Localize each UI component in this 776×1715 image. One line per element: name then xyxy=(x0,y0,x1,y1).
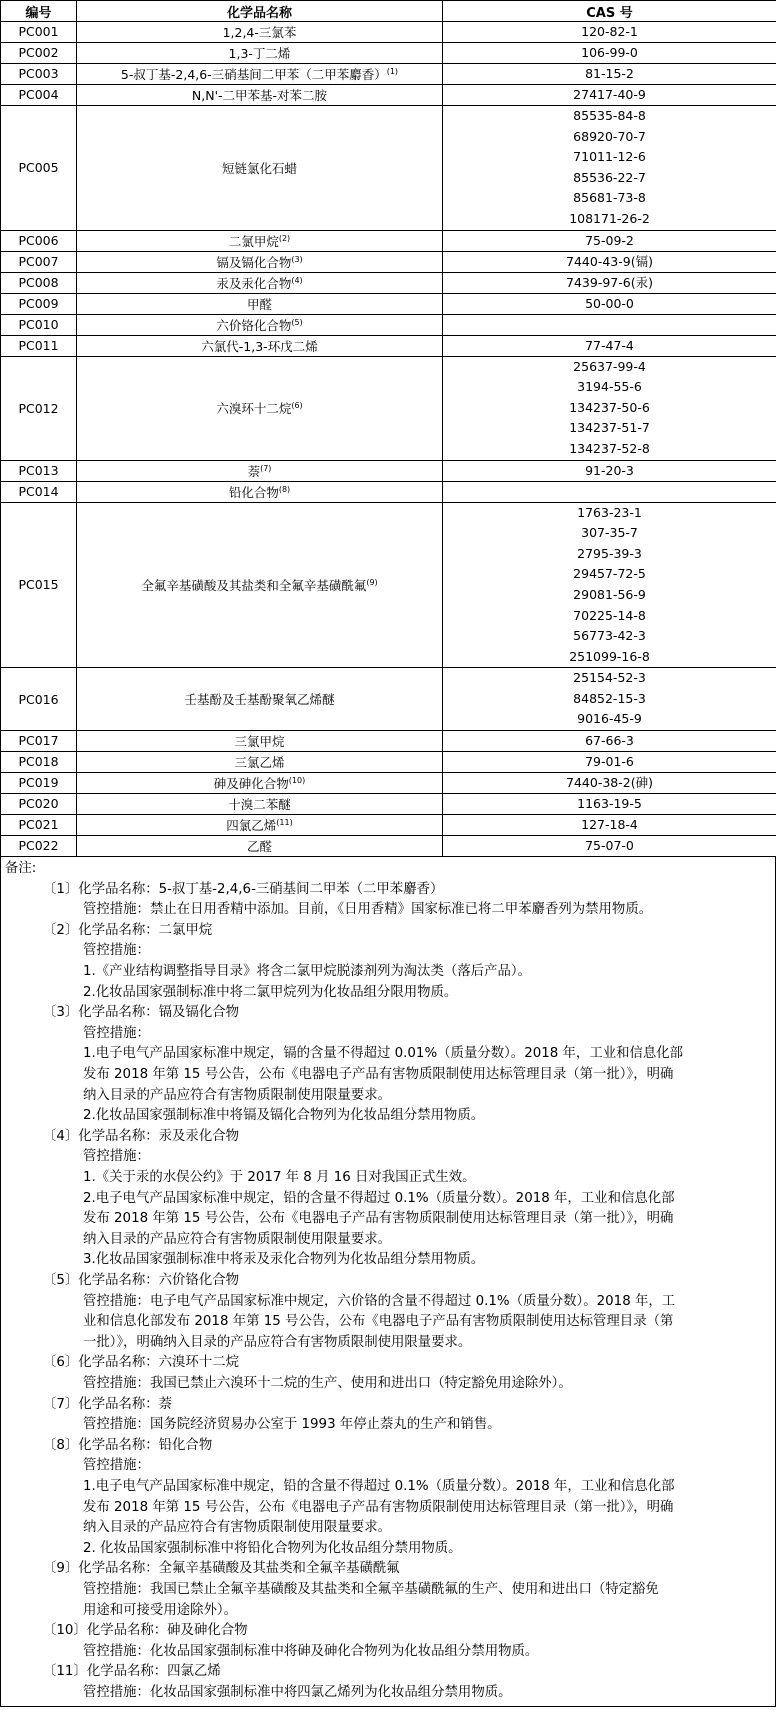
cas-number-cell xyxy=(443,502,776,668)
chemical-name: 三氯乙烯 xyxy=(234,755,285,771)
chemical-name: 六价铬化合物 xyxy=(216,317,292,333)
chemical-id-cell: PC016 xyxy=(1,668,77,731)
chemical-id-cell: PC002 xyxy=(1,43,77,64)
table-row xyxy=(1,272,776,293)
table-row xyxy=(1,356,776,460)
table-row xyxy=(1,314,776,335)
chemical-name-cell xyxy=(77,272,443,293)
chemical-name-cell xyxy=(77,43,443,64)
chemical-name-cell xyxy=(77,773,443,794)
chemical-name: 四氯乙烯 xyxy=(226,818,277,834)
chemical-name-cell xyxy=(77,293,443,314)
cas-number-cell: 75-09-2 xyxy=(443,230,776,251)
note-body-line: 2.化妆品国家强制标准中将二氯甲烷列为化妆品组分限用物质。 xyxy=(83,984,458,1000)
column-header-cas: CAS 号 xyxy=(443,1,776,22)
cas-number: 251099-16-8 xyxy=(569,648,650,664)
cas-number: 3194-55-6 xyxy=(577,379,642,395)
note-body-line: 2. 化妆品国家强制标准中将铅化合物列为化妆品组分禁用物质。 xyxy=(83,1540,462,1556)
cas-number: 85536-22-7 xyxy=(573,169,646,185)
table-row xyxy=(1,106,776,231)
cas-number: 85681-73-8 xyxy=(573,190,646,206)
chemical-id-cell: PC008 xyxy=(1,272,77,293)
note-reference: (9) xyxy=(366,577,378,587)
note-body-line: 管控措施：化妆品国家强制标准中将砷及砷化合物列为化妆品组分禁用物质。 xyxy=(83,1643,539,1659)
cas-number: 70225-14-8 xyxy=(573,607,646,623)
cas-number-cell: 127-18-4 xyxy=(443,815,776,836)
cas-number-cell: 50-00-0 xyxy=(443,293,776,314)
chemical-name: 5-叔丁基-2,4,6-三硝基间二甲苯（二甲苯麝香） xyxy=(120,67,387,82)
chemical-name-cell xyxy=(77,460,443,481)
cas-number: 307-35-7 xyxy=(581,525,638,541)
cas-number: 29457-72-5 xyxy=(573,566,646,582)
table-row xyxy=(1,481,776,502)
table-row xyxy=(1,230,776,251)
note-reference: (8) xyxy=(278,484,291,494)
chemical-name: 六溴环十二烷 xyxy=(216,401,292,417)
chemical-name: 三氯甲烷 xyxy=(234,734,285,750)
cas-number: 134237-50-6 xyxy=(569,399,650,415)
table-row xyxy=(1,731,776,752)
table-row xyxy=(1,502,776,668)
cas-number-cell: 7440-43-9(镉) xyxy=(443,251,776,272)
cas-number: 85535-84-8 xyxy=(573,108,646,123)
note-body-line: 一批）》，明确纳入目录的产品应符合有害物质限制使用限量要求。 xyxy=(83,1334,472,1350)
chemical-name-cell xyxy=(77,836,443,857)
note-body-line: 管控措施：我国已禁止六溴环十二烷的生产、使用和进出口（特定豁免用途除外）。 xyxy=(83,1376,572,1392)
table-row xyxy=(1,773,776,794)
cas-number-cell: 7439-97-6(汞) xyxy=(443,272,776,293)
cas-number: 84852-15-3 xyxy=(573,690,646,706)
chemical-name-cell xyxy=(77,794,443,815)
chemical-name: 十溴二苯醚 xyxy=(228,797,291,813)
note-heading: 〔2〕化学品名称：二氯甲烷 xyxy=(43,922,213,938)
note-body-line: 2.化妆品国家强制标准中将镉及镉化合物列为化妆品组分禁用物质。 xyxy=(83,1108,485,1124)
chemical-id-cell: PC005 xyxy=(1,106,77,231)
note-reference: (10) xyxy=(288,776,306,786)
chemical-id-cell: PC011 xyxy=(1,335,77,356)
table-row xyxy=(1,293,776,314)
cas-number-cell: 77-47-4 xyxy=(443,335,776,356)
chemical-name: 1,3-丁二烯 xyxy=(228,46,291,61)
cas-number: 56773-42-3 xyxy=(573,628,646,644)
note-reference: (7) xyxy=(260,463,272,473)
note-body-line: 2.电子电气产品国家标准中规定，铅的含量不得超过 0.1%（质量分数）。2018 年，工业和信息化部 xyxy=(83,1190,675,1206)
note-reference: (2) xyxy=(278,233,291,243)
table-row xyxy=(1,64,776,85)
note-body-line: 3.化妆品国家强制标准中将汞及汞化合物列为化妆品组分禁用物质。 xyxy=(83,1252,485,1268)
note-body-line: 管控措施：国务院经济贸易办公室于 1993 年停止萘丸的生产和销售。 xyxy=(83,1417,501,1433)
note-heading: 〔6〕化学品名称：六溴环十二烷 xyxy=(43,1355,239,1371)
cas-number-cell: 81-15-2 xyxy=(443,64,776,85)
note-body-line: 管控措施： xyxy=(83,1458,150,1474)
table-header-row xyxy=(1,1,776,22)
table-row xyxy=(1,752,776,773)
cas-number-cell xyxy=(443,668,776,731)
note-reference: (11) xyxy=(276,818,293,828)
cas-number: 134237-51-7 xyxy=(569,420,650,436)
chemical-id-cell: PC022 xyxy=(1,836,77,857)
chemical-name: N,N'-二甲苯基-对苯二胺 xyxy=(191,88,328,103)
chemical-id-cell: PC019 xyxy=(1,773,77,794)
note-body-line: 发布 2018 年第 15 号公告，公布《电器电子产品有害物质限制使用达标管理目录（第一批）》，明确 xyxy=(83,1499,674,1515)
cas-number-cell: 91-20-3 xyxy=(443,460,776,481)
note-body-line: 管控措施： xyxy=(83,1149,150,1165)
chemical-id-cell: PC010 xyxy=(1,314,77,335)
chemical-name-cell xyxy=(77,356,443,460)
cas-number-cell: 27417-40-9 xyxy=(443,85,776,106)
table-row xyxy=(1,43,776,64)
chemical-id-cell: PC006 xyxy=(1,230,77,251)
note-body-line: 1.电子电气产品国家标准中规定，铅的含量不得超过 0.1%（质量分数）。2018 年，工业和信息化部 xyxy=(83,1479,675,1495)
table-body xyxy=(1,22,776,857)
note-body-line: 发布 2018 年第 15 号公告，公布《电器电子产品有害物质限制使用达标管理目录（第一批）》，明确 xyxy=(83,1211,674,1227)
chemical-id-cell: PC009 xyxy=(1,293,77,314)
cas-number-cell: 106-99-0 xyxy=(443,43,776,64)
note-body-line: 管控措施： xyxy=(83,943,150,959)
table-row xyxy=(1,460,776,481)
note-body-line: 发布 2018 年第 15 号公告，公布《电器电子产品有害物质限制使用达标管理目录（第一批）》，明确 xyxy=(83,1067,674,1083)
chemical-name: 壬基酚及壬基酚聚氧乙烯醚 xyxy=(184,692,335,708)
chemical-name-cell xyxy=(77,731,443,752)
note-heading: 〔11〕化学品名称：四氯乙烯 xyxy=(43,1664,221,1680)
chemical-name: 镉及镉化合物 xyxy=(216,254,292,270)
chemical-name-cell xyxy=(77,22,443,43)
chemical-name-cell xyxy=(77,335,443,356)
cas-number: 29081-56-9 xyxy=(573,586,646,602)
note-reference: (4) xyxy=(291,275,303,285)
cas-number-cell: 79-01-6 xyxy=(443,752,776,773)
note-body-line: 管控措施：电子电气产品国家标准中规定，六价铬的含量不得超过 0.1%（质量分数）。2018 年，工 xyxy=(83,1293,676,1309)
chemical-id-cell: PC004 xyxy=(1,85,77,106)
note-body-line: 用途和可接受用途除外）。 xyxy=(83,1602,237,1618)
cas-number-cell xyxy=(443,356,776,460)
note-body-line: 1.电子电气产品国家标准中规定，镉的含量不得超过 0.01%（质量分数）。2018 年，工业和信息化部 xyxy=(83,1046,684,1062)
cas-number: 134237-52-8 xyxy=(569,440,650,456)
note-reference: (6) xyxy=(291,401,303,411)
note-body-line: 业和信息化部发布 2018 年第 15 号公告，公布《电器电子产品有害物质限制使用达标管理目录（第 xyxy=(83,1314,674,1330)
chemical-name: 二氯甲烷 xyxy=(228,233,279,249)
column-header-id: 编号 xyxy=(1,1,77,22)
cas-number-cell: 67-66-3 xyxy=(443,731,776,752)
note-body-line: 管控措施： xyxy=(83,1025,150,1041)
cas-number: 25637-99-4 xyxy=(573,358,646,374)
table-row xyxy=(1,836,776,857)
cas-number-cell: 120-82-1 xyxy=(443,22,776,43)
cas-number: 9016-45-9 xyxy=(577,711,642,727)
chemical-id-cell: PC007 xyxy=(1,251,77,272)
note-heading: 〔8〕化学品名称：铅化合物 xyxy=(43,1437,213,1453)
chemical-id-cell: PC014 xyxy=(1,481,77,502)
note-body-line: 纳入目录的产品应符合有害物质限制使用限量要求。 xyxy=(83,1087,391,1103)
chemical-name: 铅化合物 xyxy=(228,484,279,500)
cas-number-cell: 7440-38-2(砷) xyxy=(443,773,776,794)
cas-number-cell: 1163-19-5 xyxy=(443,794,776,815)
note-body-line: 纳入目录的产品应符合有害物质限制使用限量要求。 xyxy=(83,1520,391,1536)
chemical-id-cell: PC015 xyxy=(1,502,77,668)
note-heading: 〔1〕化学品名称：5-叔丁基-2,4,6-三硝基间二甲苯（二甲苯麝香） xyxy=(43,881,444,897)
note-body-line: 管控措施：禁止在日用香精中添加。目前，《日用香精》国家标准已将二甲苯麝香列为禁用物质。 xyxy=(83,902,653,918)
note-heading: 〔4〕化学品名称：汞及汞化合物 xyxy=(43,1128,239,1144)
chemical-table xyxy=(0,0,776,857)
chemical-name-cell xyxy=(77,752,443,773)
cas-number: 71011-12-6 xyxy=(573,149,646,165)
cas-number: 2795-39-3 xyxy=(577,545,642,561)
note-body-line: 管控措施：化妆品国家强制标准中将四氯乙烯列为化妆品组分禁用物质。 xyxy=(83,1685,512,1701)
chemical-name-cell xyxy=(77,251,443,272)
chemical-name-cell xyxy=(77,314,443,335)
chemical-name-cell xyxy=(77,815,443,836)
chemical-id-cell: PC017 xyxy=(1,731,77,752)
note-reference: (3) xyxy=(291,254,303,264)
chemical-name-cell xyxy=(77,64,443,85)
notes-label: 备注: xyxy=(5,861,37,877)
table-row xyxy=(1,22,776,43)
note-reference: (5) xyxy=(291,317,303,327)
note-body-line: 1.《产业结构调整指导目录》将含二氯甲烷脱漆剂列为淘汰类（落后产品）。 xyxy=(83,964,531,980)
table-row xyxy=(1,85,776,106)
table-row xyxy=(1,335,776,356)
chemical-name-cell xyxy=(77,230,443,251)
chemical-name-cell xyxy=(77,481,443,502)
table-row xyxy=(1,794,776,815)
note-reference: (1) xyxy=(386,67,399,76)
cas-number: 68920-70-7 xyxy=(573,128,646,144)
note-heading: 〔5〕化学品名称：六价铬化合物 xyxy=(43,1273,239,1289)
column-header-name: 化学品名称 xyxy=(77,1,443,22)
cas-number-cell xyxy=(443,314,776,335)
chemical-name: 六氯代-1,3-环戊二烯 xyxy=(201,338,318,354)
chemical-id-cell: PC013 xyxy=(1,460,77,481)
chemical-id-cell: PC018 xyxy=(1,752,77,773)
chemical-id-cell: PC021 xyxy=(1,815,77,836)
cas-number: 25154-52-3 xyxy=(573,670,646,686)
chemical-name-cell xyxy=(77,106,443,231)
note-body-line: 纳入目录的产品应符合有害物质限制使用限量要求。 xyxy=(83,1231,391,1247)
chemical-id-cell: PC003 xyxy=(1,64,77,85)
cas-number-cell xyxy=(443,481,776,502)
table-row xyxy=(1,251,776,272)
chemical-name: 甲醛 xyxy=(246,296,272,312)
note-heading: 〔7〕化学品名称：萘 xyxy=(43,1396,173,1412)
chemical-name: 乙醛 xyxy=(246,839,272,855)
table-row xyxy=(1,815,776,836)
chemical-id-cell: PC001 xyxy=(1,22,77,43)
note-body-line: 1.《关于汞的水俣公约》于 2017 年 8 月 16 日对我国正式生效。 xyxy=(83,1170,476,1186)
table-row xyxy=(1,668,776,731)
chemical-name: 萘 xyxy=(247,463,261,479)
cas-number: 1763-23-1 xyxy=(577,504,642,520)
chemical-name: 短链氯化石蜡 xyxy=(221,160,297,176)
cas-number: 108171-26-2 xyxy=(569,210,650,226)
cas-number-cell: 75-07-0 xyxy=(443,836,776,857)
cas-number-cell xyxy=(443,106,776,231)
note-body-line: 管控措施：我国已禁止全氟辛基磺酸及其盐类和全氟辛基磺酰氟的生产、使用和进出口（特定豁免 xyxy=(83,1582,659,1598)
chemical-name: 砷及砷化合物 xyxy=(213,776,289,792)
chemical-id-cell: PC020 xyxy=(1,794,77,815)
chemical-name: 汞及汞化合物 xyxy=(216,275,292,291)
chemical-name-cell xyxy=(77,502,443,668)
chemical-name: 1,2,4-三氯苯 xyxy=(222,25,297,40)
note-heading: 〔10〕化学品名称：砷及砷化合物 xyxy=(43,1623,248,1639)
chemical-name-cell xyxy=(77,85,443,106)
note-heading: 〔9〕化学品名称：全氟辛基磺酸及其盐类和全氟辛基磺酰氟 xyxy=(43,1561,400,1577)
notes-section xyxy=(0,857,776,1707)
chemical-name-cell xyxy=(77,668,443,731)
note-heading: 〔3〕化学品名称：镉及镉化合物 xyxy=(43,1005,239,1021)
chemical-name: 全氟辛基磺酸及其盐类和全氟辛基磺酰氟 xyxy=(141,577,367,593)
chemical-id-cell: PC012 xyxy=(1,356,77,460)
